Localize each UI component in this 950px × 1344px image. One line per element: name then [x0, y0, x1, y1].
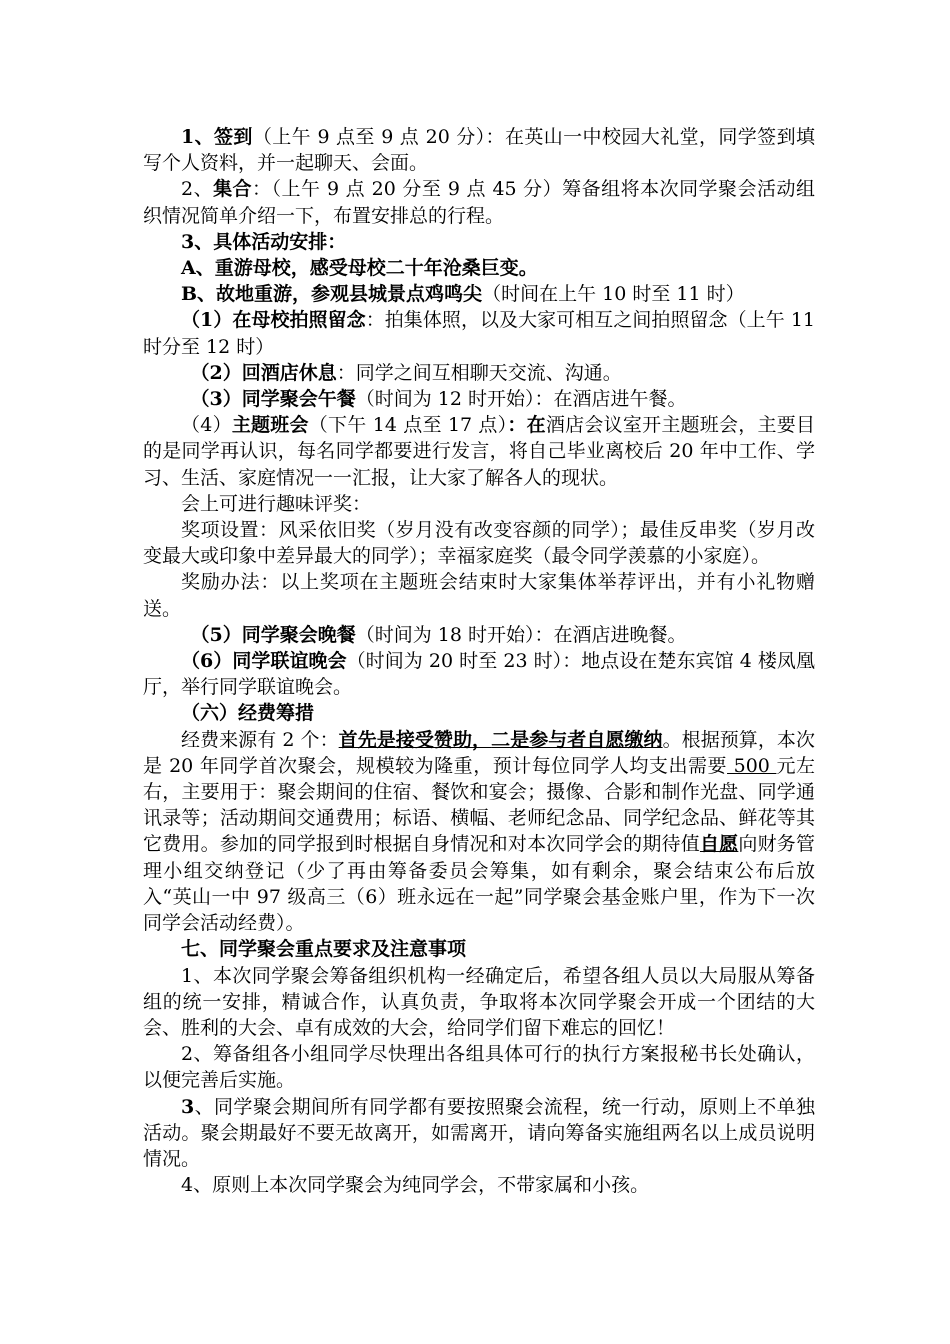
note-2-text: 2、筹备组各小组同学尽快理出各组具体可行的执行方案报秘书长处确认，以便完善后实施。: [143, 1043, 815, 1092]
item-a: [143, 255, 815, 281]
sub-item-2-label: （2）回酒店休息: [190, 361, 337, 384]
sub-item-5-label: （5）同学聚会晚餐: [190, 623, 356, 646]
funding-heading: [143, 700, 815, 726]
notes-heading: [143, 936, 815, 962]
funding-paragraph: [143, 727, 815, 937]
funding-voluntary: 自愿: [699, 833, 739, 856]
sub-item-3-label: （3）同学聚会午餐: [190, 388, 356, 411]
sub-item-6-label: （6）同学联谊晚会: [181, 650, 347, 673]
item-b: [143, 281, 815, 307]
funding-text-1: 。根据预算，本次是 20 年同学首次聚会，规模较为隆重，预计每位同学人均支出需要: [143, 728, 815, 777]
arrange-heading-text: 3、具体活动安排：: [181, 230, 347, 253]
funding-amount: 500: [727, 754, 777, 777]
note-3: [143, 1094, 815, 1173]
funding-heading-text: （六）经费筹措: [181, 702, 315, 725]
sub-item-5-text: （时间为 18 时开始）：在酒店进晚餐。: [355, 623, 687, 646]
funding-source-1: 首先是接受赞助，: [338, 728, 492, 751]
sub-item-4: [143, 412, 815, 491]
signin-time: （上午 9 点至 9 点 20 分）: [252, 126, 486, 148]
sub-item-1-text: ：拍集体照，以及大家可相互之间拍照留念（上午 11 时分至 12 时）: [143, 309, 815, 358]
sub-item-6: [143, 648, 815, 700]
sub-item-1: [143, 307, 815, 359]
note-1-text: 1、本次同学聚会筹备组织机构一经确定后，希望各组人员以大局服从筹备组的统一安排，精诚合作，认真负责，争取将本次同学聚会开成一个团结的大会、胜利的大会、卓有成效的大会，给同学们留下难忘的回忆！: [143, 964, 815, 1039]
sub-item-4-time: （下午 14 点至 17 点）: [308, 414, 508, 437]
sub-item-5: [143, 622, 815, 648]
reward-method-text: 奖励办法：以上奖项在主题班会结束时大家集体举荐评出，并有小礼物赠送。: [143, 571, 815, 620]
award-categories-text: 奖项设置：风采依旧奖（岁月没有改变容颜的同学）；最佳反串奖（岁月改变最大或印象中差异最大的同学）；幸福家庭奖（最令同学羡慕的小家庭）。: [143, 519, 815, 568]
funding-source-2: 二是参与者自愿缴纳: [491, 728, 663, 751]
item-signin: [143, 124, 815, 176]
sub-item-6-text: （时间为 20 时至 23 时）：地点设在楚东宾馆 4 楼凤凰厅，举行同学联谊晚会。: [143, 650, 815, 699]
gather-prefix: 2、: [181, 178, 214, 201]
sub-item-1-label: （1）在母校拍照留念: [181, 309, 366, 332]
gather-label: 集合: [213, 178, 253, 201]
note-3-number: 3: [181, 1095, 195, 1118]
note-3-text: 、同学聚会期间所有同学都有要按照聚会流程，统一行动，原则上不单独活动。聚会期最好不要无故离开，如需离开，请向筹备实施组两名以上成员说明情况。: [143, 1095, 815, 1170]
notes-heading-text: 七、同学聚会重点要求及注意事项: [181, 938, 467, 961]
document-body: [143, 124, 815, 1198]
fun-awards-intro: [143, 491, 815, 517]
sub-item-4-prefix: （4）: [181, 414, 232, 437]
sub-item-4-colon: ：在: [507, 414, 546, 437]
item-a-text: A、重游母校，感受母校二十年沧桑巨变。: [181, 257, 538, 280]
note-4-text: 4、原则上本次同学聚会为纯同学会，不带家属和小孩。: [181, 1174, 650, 1197]
sub-item-2-text: ：同学之间互相聊天交流、沟通。: [336, 361, 622, 384]
item-b-time: （时间在上午 10 时至 11 时）: [482, 283, 745, 306]
sub-item-3-text: （时间为 12 时开始）：在酒店进午餐。: [355, 388, 687, 411]
item-gather: [143, 176, 815, 228]
signin-text: ：在英山一中校园大礼堂，同学签到填写个人资料，并一起聊天、会面。: [143, 126, 815, 175]
funding-lead: 经费来源有 2 个：: [181, 728, 339, 751]
sub-item-3: [143, 386, 815, 412]
note-4: [143, 1172, 815, 1198]
sub-item-4-label: 主题班会: [231, 414, 309, 437]
gather-text: ：（上午 9 点 20 分至 9 点 45 分）筹备组将本次同学聚会活动组织情况简单介绍一下，布置安排总的行程。: [143, 178, 815, 227]
signin-label: 1、签到: [181, 126, 253, 148]
funding-text-3: 向财务管理小组交纳登记（少了再由筹备委员会筹集，如有剩余，聚会结束公布后放入“英山一中 97 级高三（6）班永远在一起”同学聚会基金账户里，作为下一次同学会活动经费）。: [143, 833, 815, 935]
arrange-heading: [143, 229, 815, 255]
funding-text-2: 元左右，主要用于：聚会期间的住宿、餐饮和宴会；摄像、合影和制作光盘、同学通讯录等；活动期间交通费用；标语、横幅、老师纪念品、同学纪念品、鲜花等其它费用。参加的同学报到时根据自身情况和对本次同学会的期待值: [143, 754, 815, 856]
sub-item-4-text: 酒店会议室开主题班会，主要目的是同学再认识，每名同学都要进行发言，将自己毕业离校后 20 年中工作、学习、生活、家庭情况一一汇报，让大家了解各人的现状。: [143, 414, 815, 489]
item-b-label: B、故地重游，参观县城景点鸡鸣尖: [181, 283, 483, 306]
note-1: [143, 963, 815, 1042]
sub-item-2: [143, 360, 815, 386]
award-categories: [143, 517, 815, 569]
note-2: [143, 1041, 815, 1093]
fun-awards-intro-text: 会上可进行趣味评奖：: [181, 492, 372, 515]
reward-method: [143, 569, 815, 621]
